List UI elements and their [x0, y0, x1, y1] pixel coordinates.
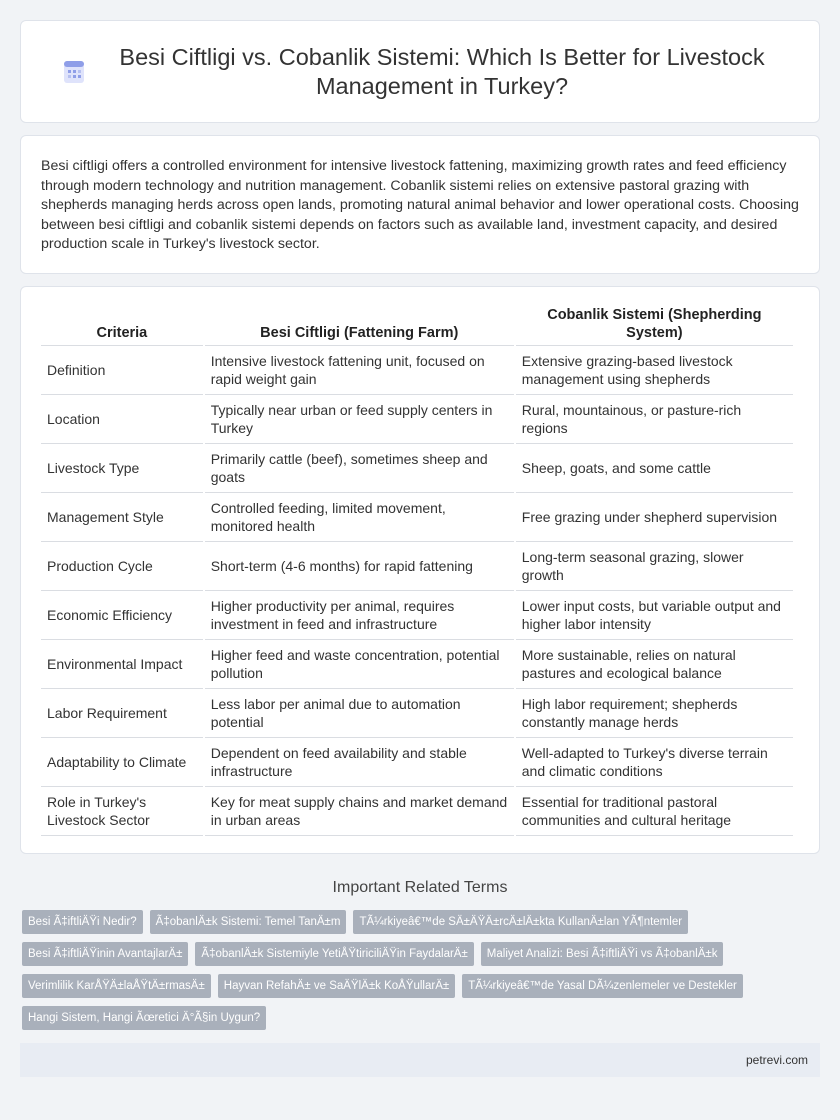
header-cobanlik-sistemi: Cobanlik Sistemi (Shepherding System) — [516, 306, 793, 346]
table-row — [41, 395, 793, 444]
besi-cell: Intensive livestock fattening unit, focused on rapid weight gain — [205, 346, 514, 395]
header-criteria: Criteria — [41, 306, 203, 346]
related-term-tag[interactable]: Verimlilik KarÅŸÄ±laÅŸtÄ±rmasÄ± — [22, 974, 211, 998]
related-term-tag[interactable]: Besi Ã‡iftliÄŸinin AvantajlarÄ± — [22, 942, 188, 966]
criteria-cell: Livestock Type — [41, 444, 203, 493]
table-row — [41, 787, 793, 836]
coban-cell: Extensive grazing-based livestock management using shepherds — [516, 346, 793, 395]
criteria-cell: Location — [41, 395, 203, 444]
related-terms-title: Important Related Terms — [332, 879, 508, 896]
criteria-cell: Production Cycle — [41, 542, 203, 591]
related-term-tag[interactable]: Ã‡obanlÄ±k Sistemiyle YetiÅŸtiriciliÄŸin FaydalarÄ± — [195, 942, 473, 966]
header-besi-ciftligi: Besi Ciftligi (Fattening Farm) — [205, 306, 514, 346]
comparison-table — [39, 306, 795, 836]
coban-cell: Sheep, goats, and some cattle — [516, 444, 793, 493]
related-term-tag[interactable]: Besi Ã‡iftliÄŸi Nedir? — [22, 910, 143, 934]
coban-cell: Lower input costs, but variable output and higher labor intensity — [516, 591, 793, 640]
table-row — [41, 640, 793, 689]
criteria-cell: Environmental Impact — [41, 640, 203, 689]
related-terms-list — [20, 910, 820, 1030]
besi-cell: Key for meat supply chains and market demand in urban areas — [205, 787, 514, 836]
criteria-cell: Labor Requirement — [41, 689, 203, 738]
coban-cell: Long-term seasonal grazing, slower growth — [516, 542, 793, 591]
criteria-cell: Adaptability to Climate — [41, 738, 203, 787]
besi-cell: Controlled feeding, limited movement, monitored health — [205, 493, 514, 542]
criteria-cell: Economic Efficiency — [41, 591, 203, 640]
criteria-cell: Management Style — [41, 493, 203, 542]
table-row — [41, 493, 793, 542]
coban-cell: More sustainable, relies on natural pastures and ecological balance — [516, 640, 793, 689]
coban-cell: Essential for traditional pastoral communities and cultural heritage — [516, 787, 793, 836]
comparison-table-card — [20, 286, 820, 854]
related-term-tag[interactable]: Ã‡obanlÄ±k Sistemi: Temel TanÄ±m — [150, 910, 347, 934]
table-row — [41, 346, 793, 395]
header-inner — [61, 43, 779, 101]
document-icon — [61, 59, 87, 85]
besi-cell: Dependent on feed availability and stable infrastructure — [205, 738, 514, 787]
besi-cell: Short-term (4-6 months) for rapid fattening — [205, 542, 514, 591]
header-card — [20, 20, 820, 123]
table-row — [41, 689, 793, 738]
besi-cell: Typically near urban or feed supply centers in Turkey — [205, 395, 514, 444]
criteria-cell: Role in Turkey's Livestock Sector — [41, 787, 203, 836]
besi-cell: Primarily cattle (beef), sometimes sheep and goats — [205, 444, 514, 493]
page-title: Besi Ciftligi vs. Cobanlik Sistemi: Which Is Better for Livestock Management in Turkey? — [119, 43, 765, 99]
coban-cell: High labor requirement; shepherds constantly manage herds — [516, 689, 793, 738]
table-row — [41, 738, 793, 787]
besi-cell: Higher productivity per animal, requires investment in feed and infrastructure — [205, 591, 514, 640]
criteria-cell: Definition — [41, 346, 203, 395]
related-term-tag[interactable]: Maliyet Analizi: Besi Ã‡iftliÄŸi vs Ã‡obanlÄ±k — [481, 942, 724, 966]
besi-cell: Less labor per animal due to automation potential — [205, 689, 514, 738]
related-term-tag[interactable]: Hayvan RefahÄ± ve SaÄŸlÄ±k KoÅŸullarÄ± — [218, 974, 455, 998]
table-row — [41, 444, 793, 493]
besi-cell: Higher feed and waste concentration, potential pollution — [205, 640, 514, 689]
coban-cell: Rural, mountainous, or pasture-rich regions — [516, 395, 793, 444]
table-header-row — [41, 306, 793, 346]
related-term-tag[interactable]: TÃ¼rkiyeâ€™de Yasal DÃ¼zenlemeler ve Destekler — [462, 974, 743, 998]
coban-cell: Well-adapted to Turkey's diverse terrain and climatic conditions — [516, 738, 793, 787]
coban-cell: Free grazing under shepherd supervision — [516, 493, 793, 542]
footer-site-link[interactable]: petrevi.com — [745, 1053, 808, 1067]
footer — [20, 1043, 820, 1077]
intro-card — [20, 135, 820, 274]
related-term-tag[interactable]: TÃ¼rkiyeâ€™de SÄ±ÄŸÄ±rcÄ±lÄ±kta KullanÄ±lan YÃ¶ntemler — [353, 910, 688, 934]
table-row — [41, 591, 793, 640]
table-row — [41, 542, 793, 591]
related-term-tag[interactable]: Hangi Sistem, Hangi Ãœretici Ä°Ã§in Uygun? — [22, 1006, 266, 1030]
intro-text: Besi ciftligi offers a controlled environment for intensive livestock fattening, maximizing growth rates and feed efficiency through modern technology and nutrition management. Cobanlik sistemi relies on extensive pastoral grazing with shepherds managing herds across open lands, promoting natural animal behavior and lower operational costs. Choosing between besi ciftligi and cobanlik sistemi depends on factors such as available land, investment capacity, and desired production scale in Turkey's livestock sector. — [41, 158, 799, 252]
